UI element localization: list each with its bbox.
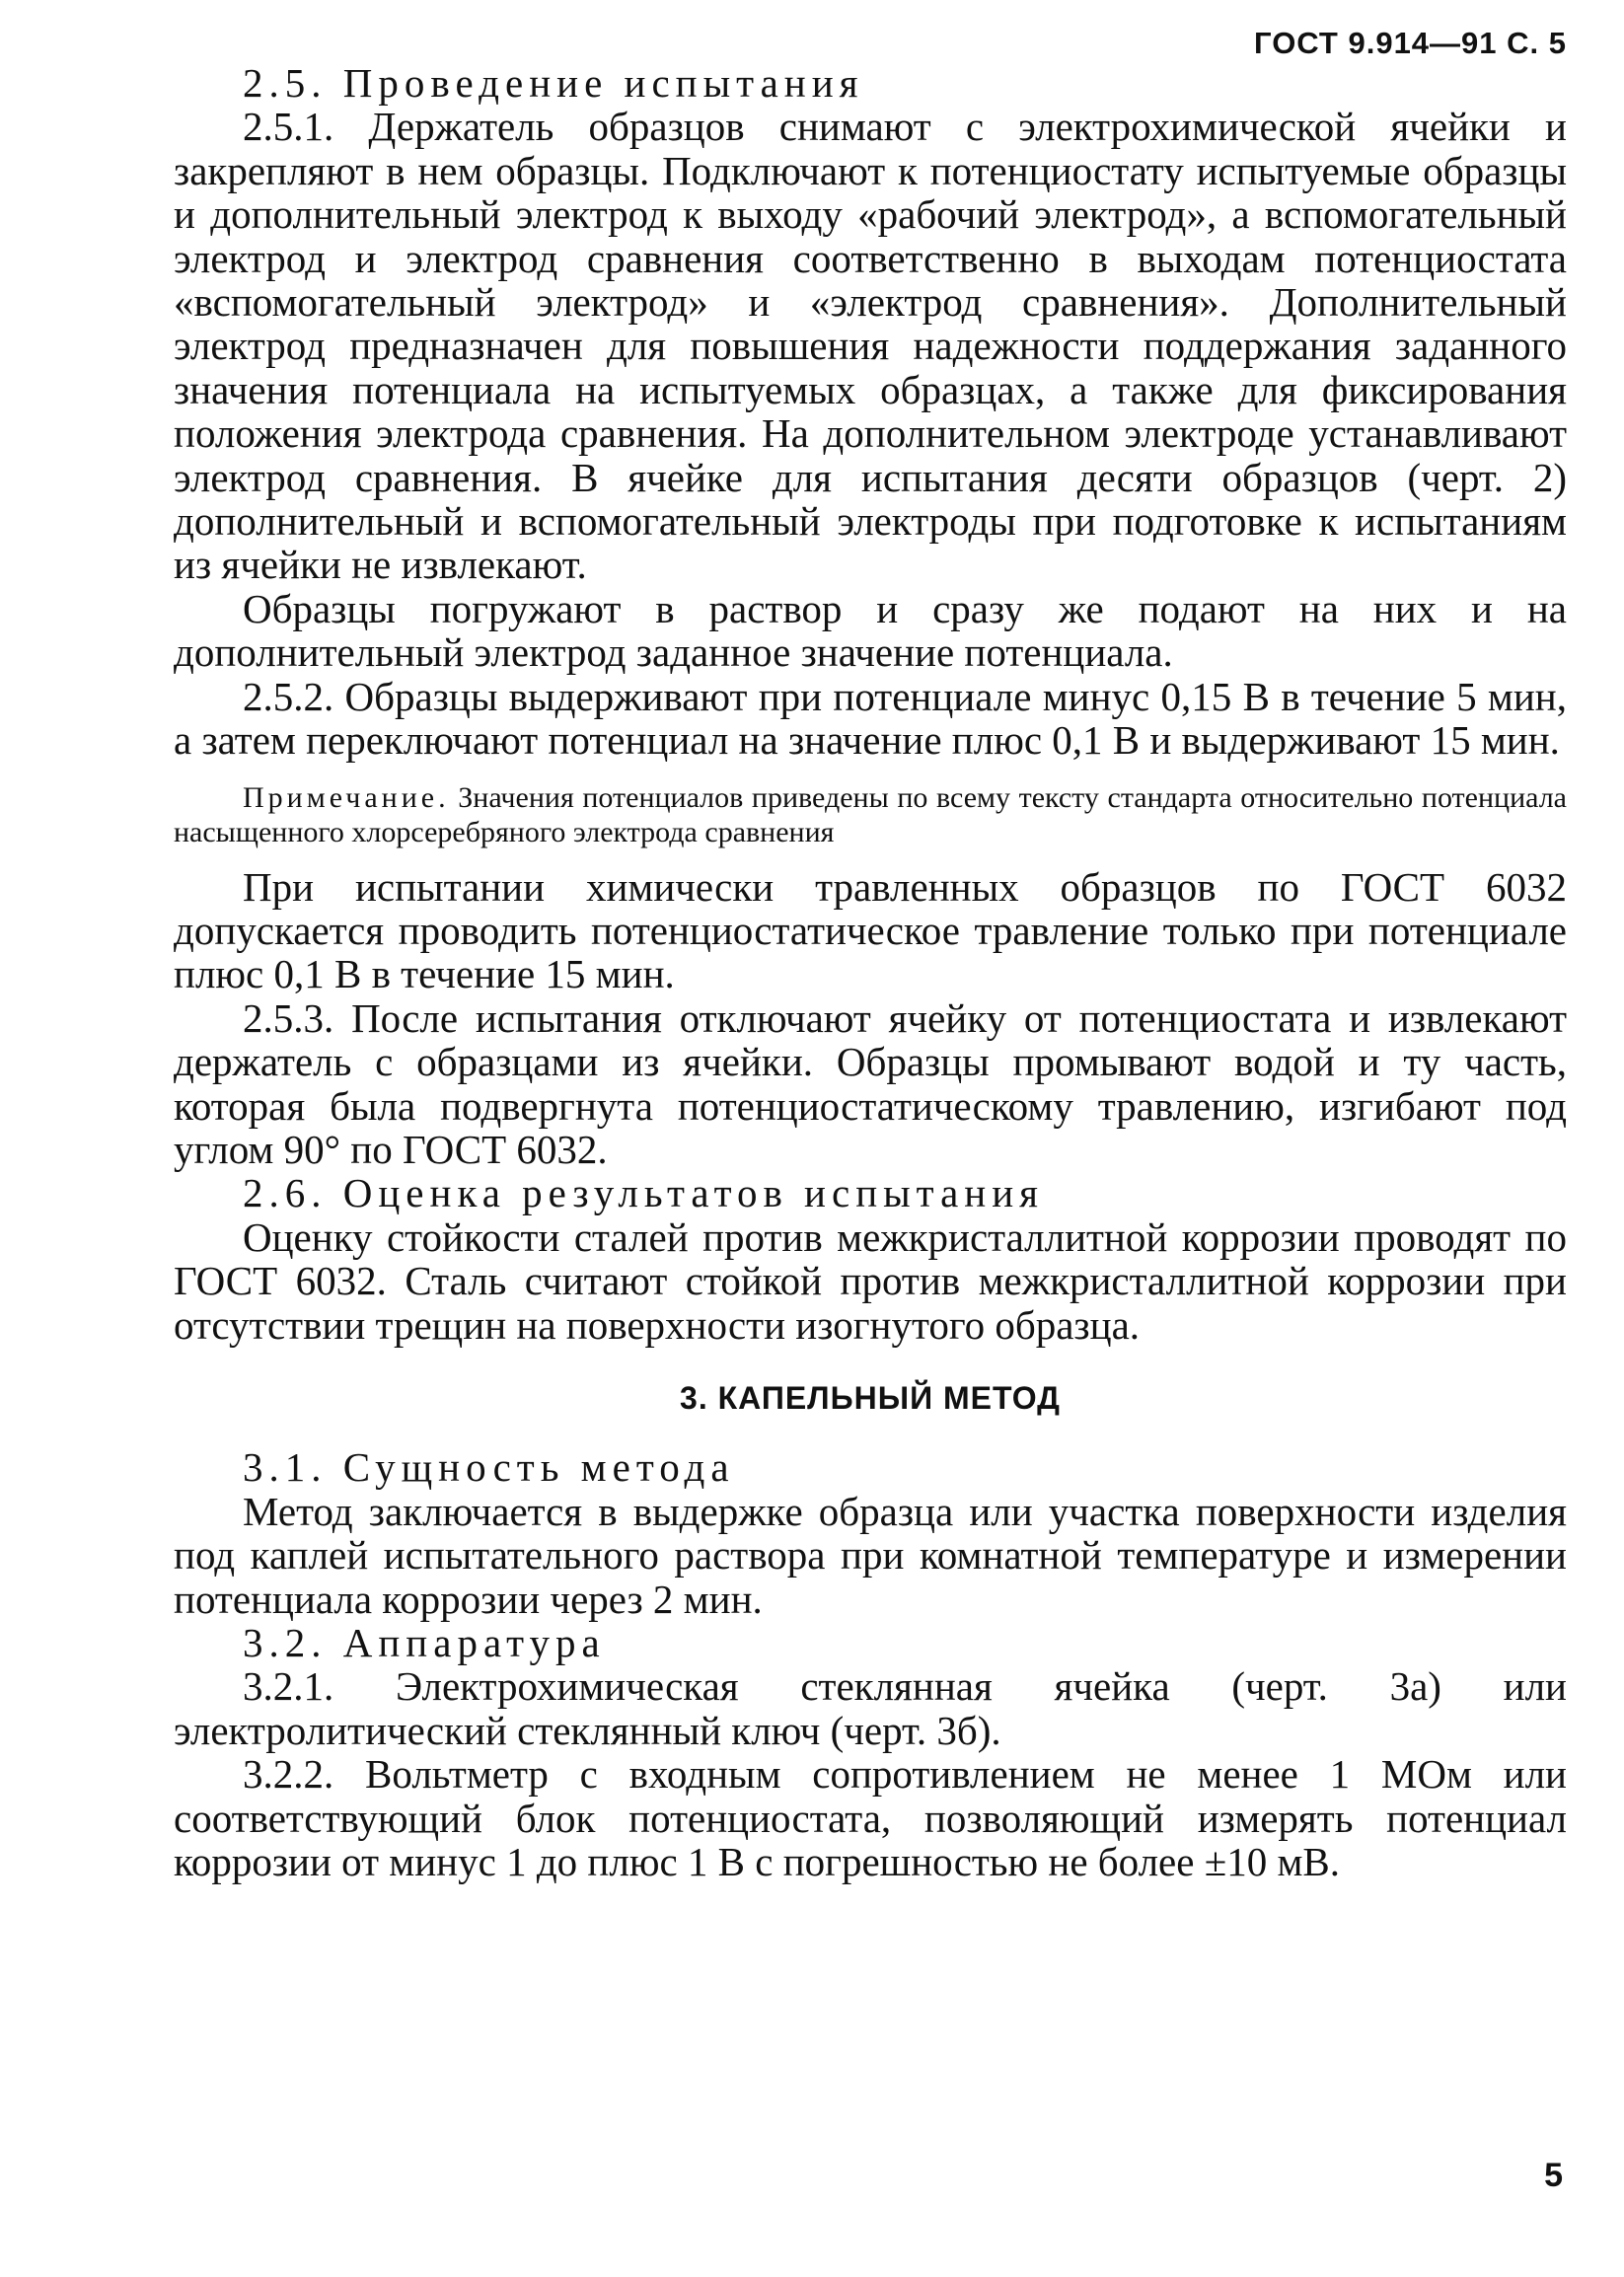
paragraph-2-5-1: 2.5.1. Держатель образцов снимают с электрохимической ячейки и закрепляют в нем образцы. Подключают к потенциостату испытуемые образцы и дополнительный электрод к выходу «рабочий электрод», а вспомогательный электрод и электрод сравнения соответственно в выходам потенциостата «вспомогательный электрод» и «электрод сравнения». Дополнительный электрод предназначен для повышения надежности поддержания заданного значения потенциала на испытуемых образцах, а также для фиксирования положения электрода сравнения. На дополнительном электроде устанавливают электрод сравнения. В ячейке для испытания десяти образцов (черт. 2) дополнительный и вспомогательный электроды при подготовке к испытаниям из ячейки не извлекают. [174,104,1567,588]
note [174,780,1567,849]
paragraph-2-5-1-continued: Образцы погружают в раствор и сразу же подают на них и на дополнительный электрод заданное значение потенциала. [174,585,1567,676]
page-header: ГОСТ 9.914—91 С. 5 [1254,26,1567,60]
subsection-heading-2-5: 2.5. Проведение испытания [243,60,864,106]
section-heading-3: 3. КАПЕЛЬНЫЙ МЕТОД [680,1379,1061,1416]
subsection-heading-2-6: 2.6. Оценка результатов испытания [243,1170,1045,1216]
note-label: Примечание. [243,780,450,814]
subsection-heading-3-2: 3.2. Аппаратура [243,1620,606,1665]
paragraph-chemical-etching: При испытании химически травленных образцов по ГОСТ 6032 допускается проводить потенциостатическое травление только при потенциале плюс 0,1 В в течение 15 мин. [174,863,1567,997]
paragraph-3-1: Метод заключается в выдержке образца или участка поверхности изделия под каплей испытательного раствора при комнатной температуре и измерении потенциала коррозии через 2 мин. [174,1488,1567,1622]
paragraph-2-5-2: 2.5.2. Образцы выдерживают при потенциале минус 0,15 В в течение 5 мин, а затем переключают потенциал на значение плюс 0,1 В и выдерживают 15 мин. [174,673,1567,764]
subsection-heading-3-1: 3.1. Сущность метода [243,1444,735,1491]
paragraph-3-2-2: 3.2.2. Вольтметр с входным сопротивлением не менее 1 МОм или соответствующий блок потенциостата, позволяющий измерять потенциал коррозии от минус 1 до плюс 1 В с погрешностью не более ±10 мВ. [174,1751,1567,1885]
paragraph-2-6: Оценку стойкости сталей против межкристаллитной коррозии проводят по ГОСТ 6032. Сталь считают стойкой против межкристаллитной коррозии при отсутствии трещин на поверхности изогнутого образца. [174,1213,1567,1348]
paragraph-3-2-1: 3.2.1. Электрохимическая стеклянная ячейка (черт. 3а) или электролитический стеклянный ключ (черт. 3б). [174,1663,1567,1753]
paragraph-2-5-3: 2.5.3. После испытания отключают ячейку от потенциостата и извлекают держатель с образцами из ячейки. Образцы промывают водой и ту часть, которая была подвергнута потенциостатическому травлению, изгибают под углом 90° по ГОСТ 6032. [174,994,1567,1172]
page-number: 5 [1544,2157,1563,2194]
note-text: Значения потенциалов приведены по всему тексту стандарта относительно потенциала насыщенного хлорсеребряного электрода сравнения [174,780,1568,848]
document-body [174,61,1567,1883]
